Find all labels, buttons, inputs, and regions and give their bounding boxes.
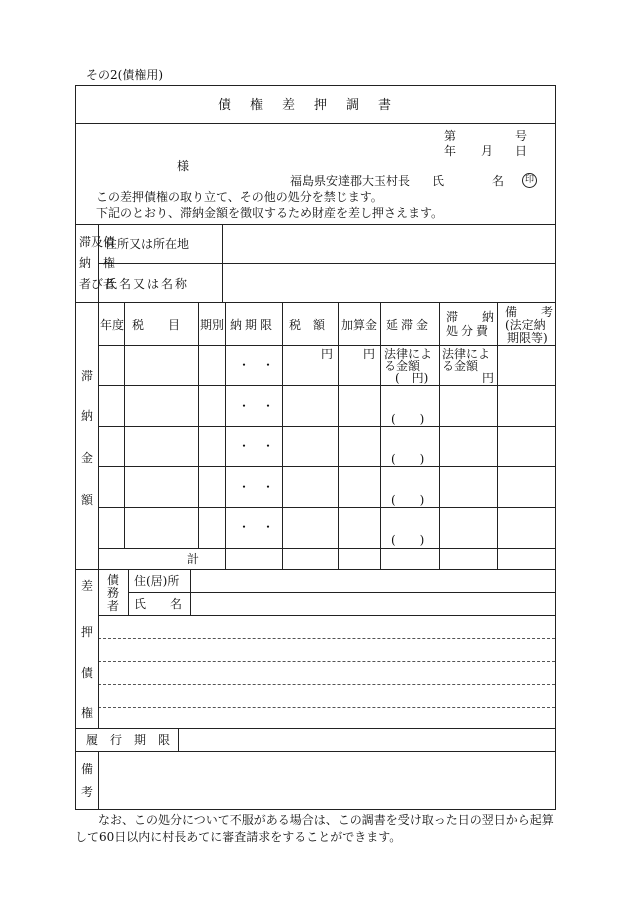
header-remarks-1: 備 考 [505, 305, 554, 319]
debtor-side-label-2: 納 権 [79, 256, 116, 270]
remarks-side-1: 備 [81, 762, 94, 776]
amount-side-2: 納 [81, 409, 94, 423]
obligor-name-value[interactable] [192, 594, 554, 614]
doc-title: 債権差押調書 [218, 98, 411, 113]
number-label: 第 [444, 129, 457, 143]
amount-side-1: 滞 [81, 369, 94, 383]
deadline-dots-2: ・ ・ [238, 399, 275, 413]
header-fee-1: 滞 納 [446, 310, 495, 324]
form-label: その2(債権用) [86, 68, 163, 82]
header-surcharge: 加算金 [341, 318, 378, 332]
obligor-label-1: 債 [107, 573, 120, 587]
delinquency-paren-5: ( ) [391, 533, 425, 547]
header-fee-2: 処分費 [446, 324, 492, 338]
header-year: 年度 [100, 318, 125, 332]
debtor-name-label: 氏名又は名称 [105, 277, 190, 291]
header-tax-amount: 税 額 [289, 318, 326, 332]
delinquency-paren-4: ( ) [391, 493, 425, 507]
debtor-address-label: 住所又は所在地 [105, 237, 190, 251]
issuer-name-label: 氏 [432, 174, 445, 188]
header-remarks-2: (法定納 [505, 318, 546, 332]
year-label: 年 [444, 144, 457, 158]
remarks-side-2: 考 [81, 785, 94, 799]
legal-fee-line-2: る金額 [442, 359, 479, 373]
surcharge-yen-unit: 円 [363, 347, 376, 361]
seized-side-1: 差 [81, 579, 94, 593]
issuer: 福島県安達郡大玉村長 [290, 174, 411, 188]
footer-line-2: して60日以内に村長あてに審査請求をすることができます。 [75, 830, 402, 844]
legal-amount-paren: ( 円) [395, 371, 429, 385]
header-remarks-3: 期限等) [507, 331, 548, 345]
seized-side-4: 権 [81, 706, 94, 720]
issuer-name-label-2: 名 [492, 174, 505, 188]
debtor-address-value[interactable] [224, 226, 554, 262]
total-label: 計 [187, 552, 200, 566]
legal-amount-line-2: る金額 [384, 359, 421, 373]
number-suffix: 号 [515, 129, 528, 143]
fulfillment-value[interactable] [180, 730, 554, 750]
deadline-dots-1: ・ ・ [238, 358, 275, 372]
deadline-dots-5: ・ ・ [238, 520, 275, 534]
legal-fee-yen: 円 [482, 371, 495, 385]
obligor-address-value[interactable] [192, 571, 554, 591]
delinquency-paren-2: ( ) [391, 412, 425, 426]
header-delinquency: 延滞金 [386, 318, 432, 332]
obligor-label-2: 務 [107, 586, 120, 600]
debtor-side-label-1: 滞及債 [79, 235, 116, 249]
amount-side-3: 金 [81, 451, 94, 465]
legal-amount-line-1: 法律によ [384, 347, 433, 361]
obligor-label-3: 者 [107, 599, 120, 613]
seized-side-2: 押 [81, 625, 94, 639]
header-period: 期別 [200, 318, 225, 332]
deadline-dots-3: ・ ・ [238, 439, 275, 453]
remarks-value[interactable] [100, 753, 554, 807]
header-tax-item: 税 目 [132, 318, 181, 332]
delinquency-paren-3: ( ) [391, 452, 425, 466]
obligor-name-label: 氏 名 [134, 597, 183, 611]
debtor-name-value[interactable] [224, 265, 554, 301]
seized-side-3: 債 [81, 666, 94, 680]
statement-1: この差押債権の取り立て、その他の処分を禁じます。 [96, 190, 383, 204]
legal-fee-line-1: 法律によ [442, 347, 491, 361]
statement-2: 下記のとおり、滞納金額を徴収するため財産を差し押さえます。 [96, 206, 444, 220]
tax-yen-unit: 円 [321, 347, 334, 361]
footer-line-1: なお、この処分について不服がある場合は、この調書を受け取った日の翌日から起算 [98, 813, 554, 827]
seal-mark: 印 [522, 173, 537, 188]
deadline-dots-4: ・ ・ [238, 480, 275, 494]
obligor-address-label: 住(居)所 [134, 574, 180, 588]
day-label: 日 [515, 144, 528, 158]
header-deadline: 納期限 [230, 318, 276, 332]
addressee-suffix: 様 [177, 159, 190, 173]
fulfillment-label: 履 行 期 限 [86, 733, 171, 747]
debtor-side-label-3: 者び者 [79, 277, 116, 291]
month-label: 月 [481, 144, 494, 158]
amount-side-4: 額 [81, 493, 94, 507]
